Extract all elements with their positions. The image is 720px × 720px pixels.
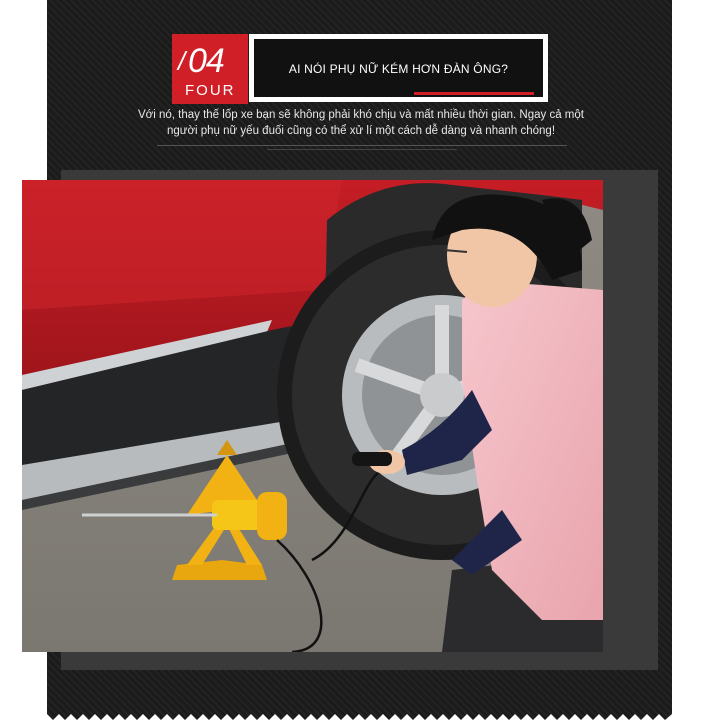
description-text: Với nó, thay thế lốp xe bạn sẽ không phải khó chịu và mất nhiều thời gian. Ngay cả một người phụ nữ yếu đuối cũng có thể xử lí một cách dễ dàng và nhanh chóng!: [138, 109, 584, 137]
title-box: [249, 34, 548, 102]
title-underline: [414, 92, 534, 95]
separator-line: [157, 145, 567, 146]
badge-number: / 04: [188, 42, 224, 81]
photo-illustration: [22, 180, 603, 652]
zigzag-edge: [47, 708, 672, 720]
section-title: AI NÓI PHỤ NỮ KÉM HƠN ĐÀN ÔNG?: [288, 62, 509, 76]
title-inner: [254, 39, 543, 97]
number-badge: [172, 34, 248, 104]
badge-word: FOUR: [185, 82, 236, 99]
separator-line-short: [267, 149, 457, 150]
product-photo: [22, 180, 603, 652]
